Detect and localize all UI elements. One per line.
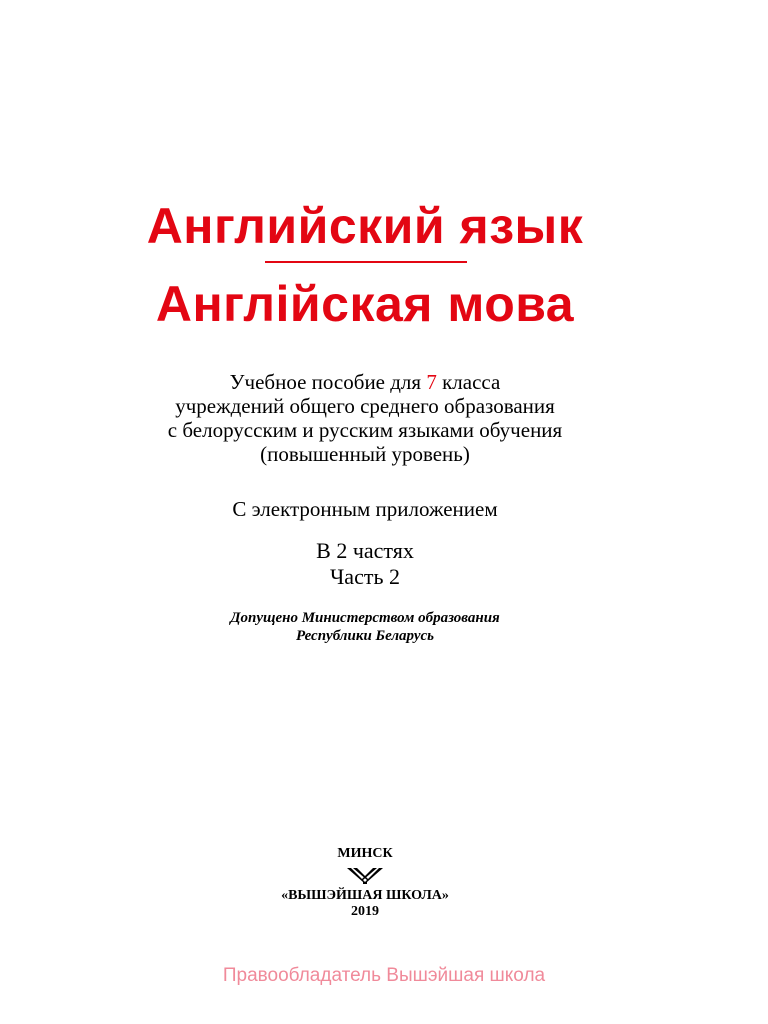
ministry-approval <box>0 609 730 645</box>
title-divider <box>265 261 467 263</box>
publisher-logo-icon <box>0 864 730 886</box>
part-number: Часть 2 <box>330 564 400 589</box>
approval-line-2: Республики Беларусь <box>295 628 435 644</box>
publication-city: МИНСК <box>337 846 393 861</box>
electronic-supplement-note: С электронным приложением <box>232 497 498 521</box>
approval-line-1: Допущено Министерством образования <box>230 610 500 626</box>
description-line-1: Учебное пособие для 7 класса <box>229 370 501 394</box>
description-line-4: (повышенный уровень) <box>260 442 470 466</box>
publisher-name: «ВЫШЭЙШАЯ ШКОЛА» <box>281 888 449 903</box>
copyright-holder-footer: Правообладатель Вышэйшая школа <box>222 965 546 986</box>
volume-parts <box>0 538 730 590</box>
publication-year: 2019 <box>351 904 379 919</box>
parts-count: В 2 частях <box>316 538 414 563</box>
book-title-belarusian: Англійская мова <box>155 276 575 332</box>
publisher-imprint <box>0 846 730 920</box>
book-title-russian: Английский язык <box>146 198 584 254</box>
description-line-2: учреждений общего среднего образования <box>175 394 555 418</box>
grade-number: 7 <box>426 370 437 394</box>
description-line-3: с белорусским и русским языками обучения <box>167 418 563 442</box>
book-description <box>0 370 730 466</box>
